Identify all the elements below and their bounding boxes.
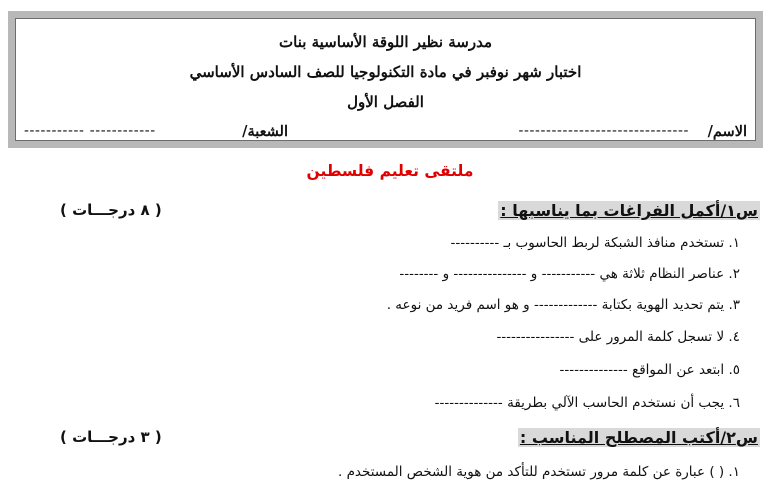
question-2-header: [60, 428, 760, 452]
name-label: الاسم/: [707, 123, 747, 140]
q1-item-6: ٦. يجب أن نستخدم الحاسب الآلي بطريقة --------------: [434, 395, 740, 411]
site-watermark-title: ملتقى تعليم فلسطين: [306, 162, 474, 180]
q1-item-4: ٤. لا تسجل كلمة المرور على ----------------: [496, 329, 740, 345]
q1-item-2: ٢. عناصر النظام ثلاثة هي ----------- و --------------- و --------: [399, 266, 740, 282]
question-2-marks: ( ٣ درجـــات ): [60, 428, 162, 446]
section-blank: ------------ -----------: [24, 123, 156, 139]
q1-item-5: ٥. ابتعد عن المواقع --------------: [559, 362, 740, 378]
q1-item-3: ٣. يتم تحديد الهوية بكتابة ------------- و هو اسم فريد من نوعه .: [386, 297, 740, 313]
student-info-row: [16, 123, 755, 143]
section-label: الشعبة/: [242, 123, 288, 140]
question-1-title: س١/أكمل الفراغات بما يناسبها :: [500, 201, 758, 220]
term-label: الفصل الأول: [347, 93, 424, 111]
header-content: [15, 18, 756, 141]
question-2-title: س٢/أكتب المصطلح المناسب :: [519, 428, 758, 447]
question-1-header: [60, 201, 760, 225]
exam-title: اختبار شهر نوفبر في مادة التكنولوجيا للصف السادس الأساسي: [189, 63, 582, 81]
school-name: مدرسة نظير اللوقة الأساسية بنات: [279, 33, 492, 51]
question-1-marks: ( ٨ درجـــات ): [60, 201, 162, 219]
q2-item-1: ١. ( ) عبارة عن كلمة مرور تستخدم للتأكد من هوية الشخص المستخدم .: [337, 464, 740, 480]
q1-item-1: ١. تستخدم منافذ الشبكة لربط الحاسوب بـ ----------: [450, 235, 740, 251]
name-blank: -------------------------------: [518, 123, 689, 139]
header-frame: [8, 11, 763, 148]
